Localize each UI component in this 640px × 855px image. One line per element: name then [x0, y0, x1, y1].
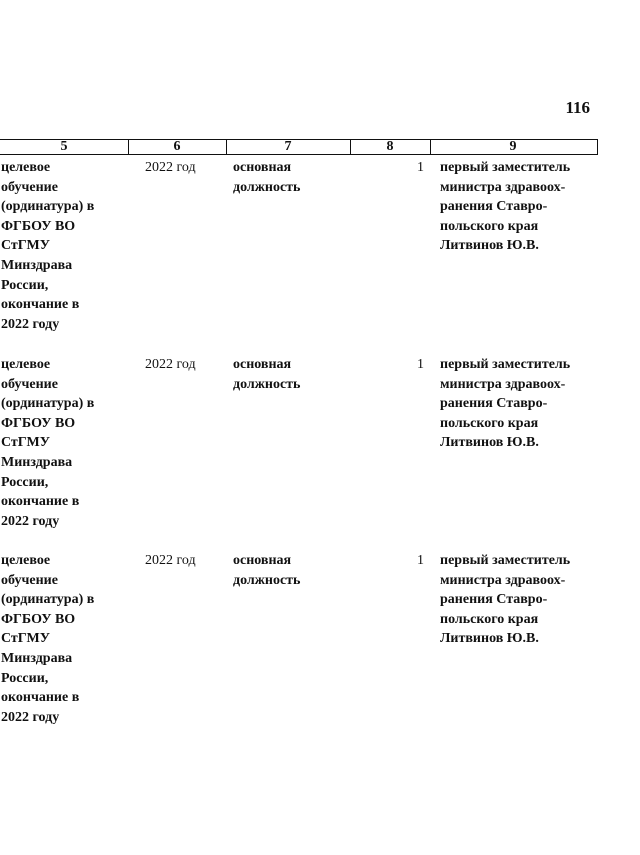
count-cell: 1: [417, 553, 424, 568]
signatory-cell: первый заместитель министра здравоох- ранения Ставро- польского края Литвинов Ю.В.: [440, 357, 571, 451]
training-cell: целевое обучение (ординатура) в ФГБОУ ВО СтГМУ Минздрава России, окончание в 2022 году: [1, 357, 95, 529]
page-number: 116: [565, 98, 590, 117]
year-cell: 2022 год: [145, 553, 196, 568]
count-cell: 1: [417, 160, 424, 175]
header-col-9: 9: [509, 139, 517, 154]
year-cell: 2022 год: [145, 160, 196, 175]
header-col-7: 7: [284, 139, 292, 154]
header-col-5: 5: [60, 139, 68, 154]
count-cell: 1: [417, 357, 424, 372]
signatory-cell: первый заместитель министра здравоох- ранения Ставро- польского края Литвинов Ю.В.: [440, 160, 571, 254]
position-type-cell: основная должность: [233, 553, 301, 588]
header-col-6: 6: [173, 139, 181, 154]
training-cell: целевое обучение (ординатура) в ФГБОУ ВО СтГМУ Минздрава России, окончание в 2022 году: [1, 160, 95, 332]
training-cell: целевое обучение (ординатура) в ФГБОУ ВО СтГМУ Минздрава России, окончание в 2022 году: [1, 553, 95, 725]
year-cell: 2022 год: [145, 357, 196, 372]
position-type-cell: основная должность: [233, 357, 301, 392]
position-type-cell: основная должность: [233, 160, 301, 195]
header-col-8: 8: [386, 139, 394, 154]
table-header: [0, 139, 598, 155]
signatory-cell: первый заместитель министра здравоох- ранения Ставро- польского края Литвинов Ю.В.: [440, 553, 571, 647]
